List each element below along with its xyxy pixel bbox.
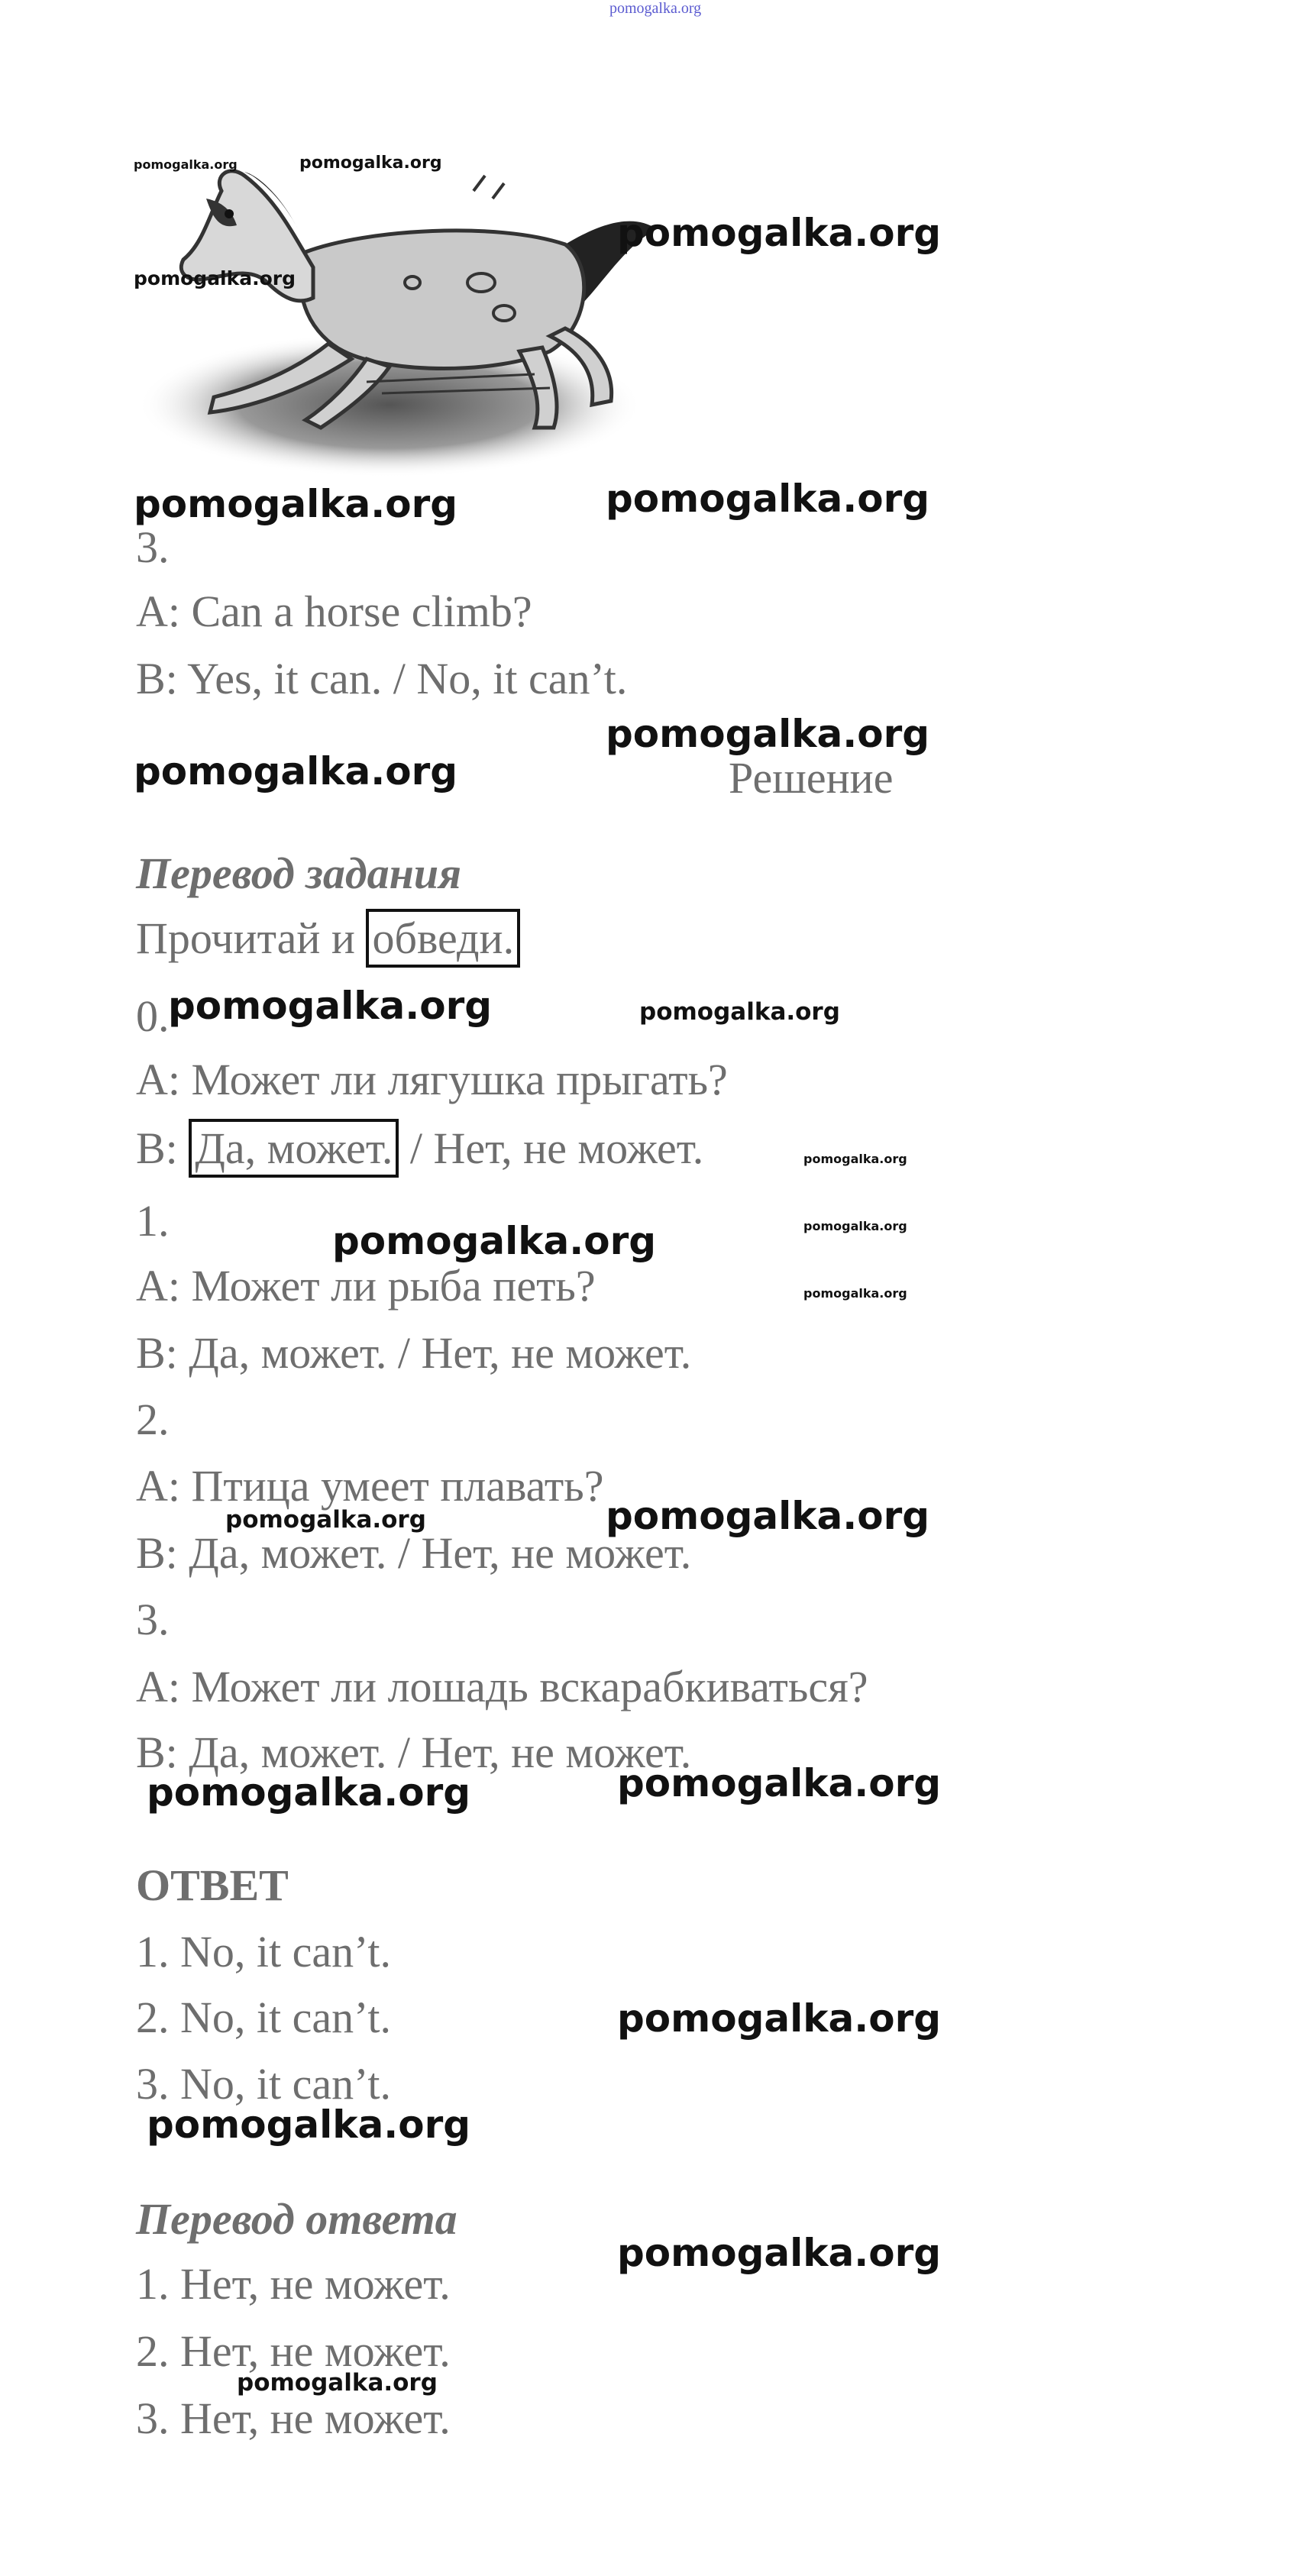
answer-line: 3. No, it can’t. xyxy=(136,2059,391,2109)
exercise-number: 3. xyxy=(136,522,170,572)
instruction-boxed: обведи. xyxy=(366,909,520,968)
item-question: A: Может ли лошадь вскарабкиваться? xyxy=(136,1662,868,1711)
item-number: 1. xyxy=(136,1196,170,1246)
answer-translation-line: 3. Нет, не может. xyxy=(136,2393,451,2443)
exercise-answer-options: B: Yes, it can. / No, it can’t. xyxy=(136,654,628,703)
item-answer: B: Да, может. / Нет, не может. xyxy=(136,1728,692,1777)
answer-translation-line: 1. Нет, не может. xyxy=(136,2259,451,2309)
item-answer: B: Да, может. / Нет, не может. xyxy=(136,1528,692,1578)
item-number: 0. xyxy=(136,991,170,1041)
watermark[interactable]: pomogalka.org xyxy=(299,154,442,173)
instruction-prefix: Прочитай и xyxy=(136,913,367,963)
watermark[interactable]: pomogalka.org xyxy=(606,712,930,756)
watermark[interactable]: pomogalka.org xyxy=(134,267,296,289)
answer-translation-line: 2. Нет, не может. xyxy=(136,2326,451,2376)
watermark[interactable]: pomogalka.org xyxy=(606,477,930,521)
item-number: 3. xyxy=(136,1595,170,1644)
solution-label: Решение xyxy=(729,753,894,803)
item-answer xyxy=(136,1123,704,1173)
watermark[interactable]: pomogalka.org xyxy=(803,1219,907,1233)
item-answer-boxed: Да, может. xyxy=(189,1119,399,1178)
watermark[interactable]: pomogalka.org xyxy=(134,749,458,793)
watermark[interactable]: pomogalka.org xyxy=(617,1761,942,1805)
watermark[interactable]: pomogalka.org xyxy=(639,998,840,1026)
item-question: A: Может ли лягушка прыгать? xyxy=(136,1055,728,1104)
item-answer: B: Да, может. / Нет, не может. xyxy=(136,1328,692,1378)
watermark[interactable]: pomogalka.org xyxy=(617,2231,942,2275)
watermark[interactable]: pomogalka.org xyxy=(606,1494,930,1538)
watermark[interactable]: pomogalka.org xyxy=(168,984,493,1028)
watermark[interactable]: pomogalka.org xyxy=(134,157,238,172)
answer-heading: ОТВЕТ xyxy=(136,1860,289,1910)
watermark[interactable]: pomogalka.org xyxy=(147,1770,471,1815)
watermark[interactable]: pomogalka.org xyxy=(134,482,458,526)
item-number: 2. xyxy=(136,1395,170,1444)
watermark[interactable]: pomogalka.org xyxy=(332,1219,657,1263)
running-horse-illustration xyxy=(137,130,672,481)
watermark[interactable]: pomogalka.org xyxy=(617,211,942,255)
instruction-line xyxy=(136,913,520,963)
item-answer-prefix: B: xyxy=(136,1123,189,1173)
top-watermark[interactable]: pomogalka.org xyxy=(609,0,702,17)
item-question: A: Может ли рыба петь? xyxy=(136,1261,596,1311)
watermark[interactable]: pomogalka.org xyxy=(147,2102,471,2147)
watermark[interactable]: pomogalka.org xyxy=(237,2369,438,2397)
watermark[interactable]: pomogalka.org xyxy=(225,1506,426,1534)
item-answer-rest: / Нет, не может. xyxy=(399,1123,704,1173)
answer-translation-heading: Перевод ответа xyxy=(136,2194,457,2244)
answer-line: 1. No, it can’t. xyxy=(136,1927,391,1976)
watermark[interactable]: pomogalka.org xyxy=(803,1152,907,1166)
watermark[interactable]: pomogalka.org xyxy=(803,1286,907,1301)
answer-line: 2. No, it can’t. xyxy=(136,1993,391,2042)
exercise-question: A: Can a horse climb? xyxy=(136,587,532,636)
watermark[interactable]: pomogalka.org xyxy=(617,1996,942,2041)
translation-heading: Перевод задания xyxy=(136,848,461,898)
item-question: A: Птица умеет плавать? xyxy=(136,1461,604,1511)
